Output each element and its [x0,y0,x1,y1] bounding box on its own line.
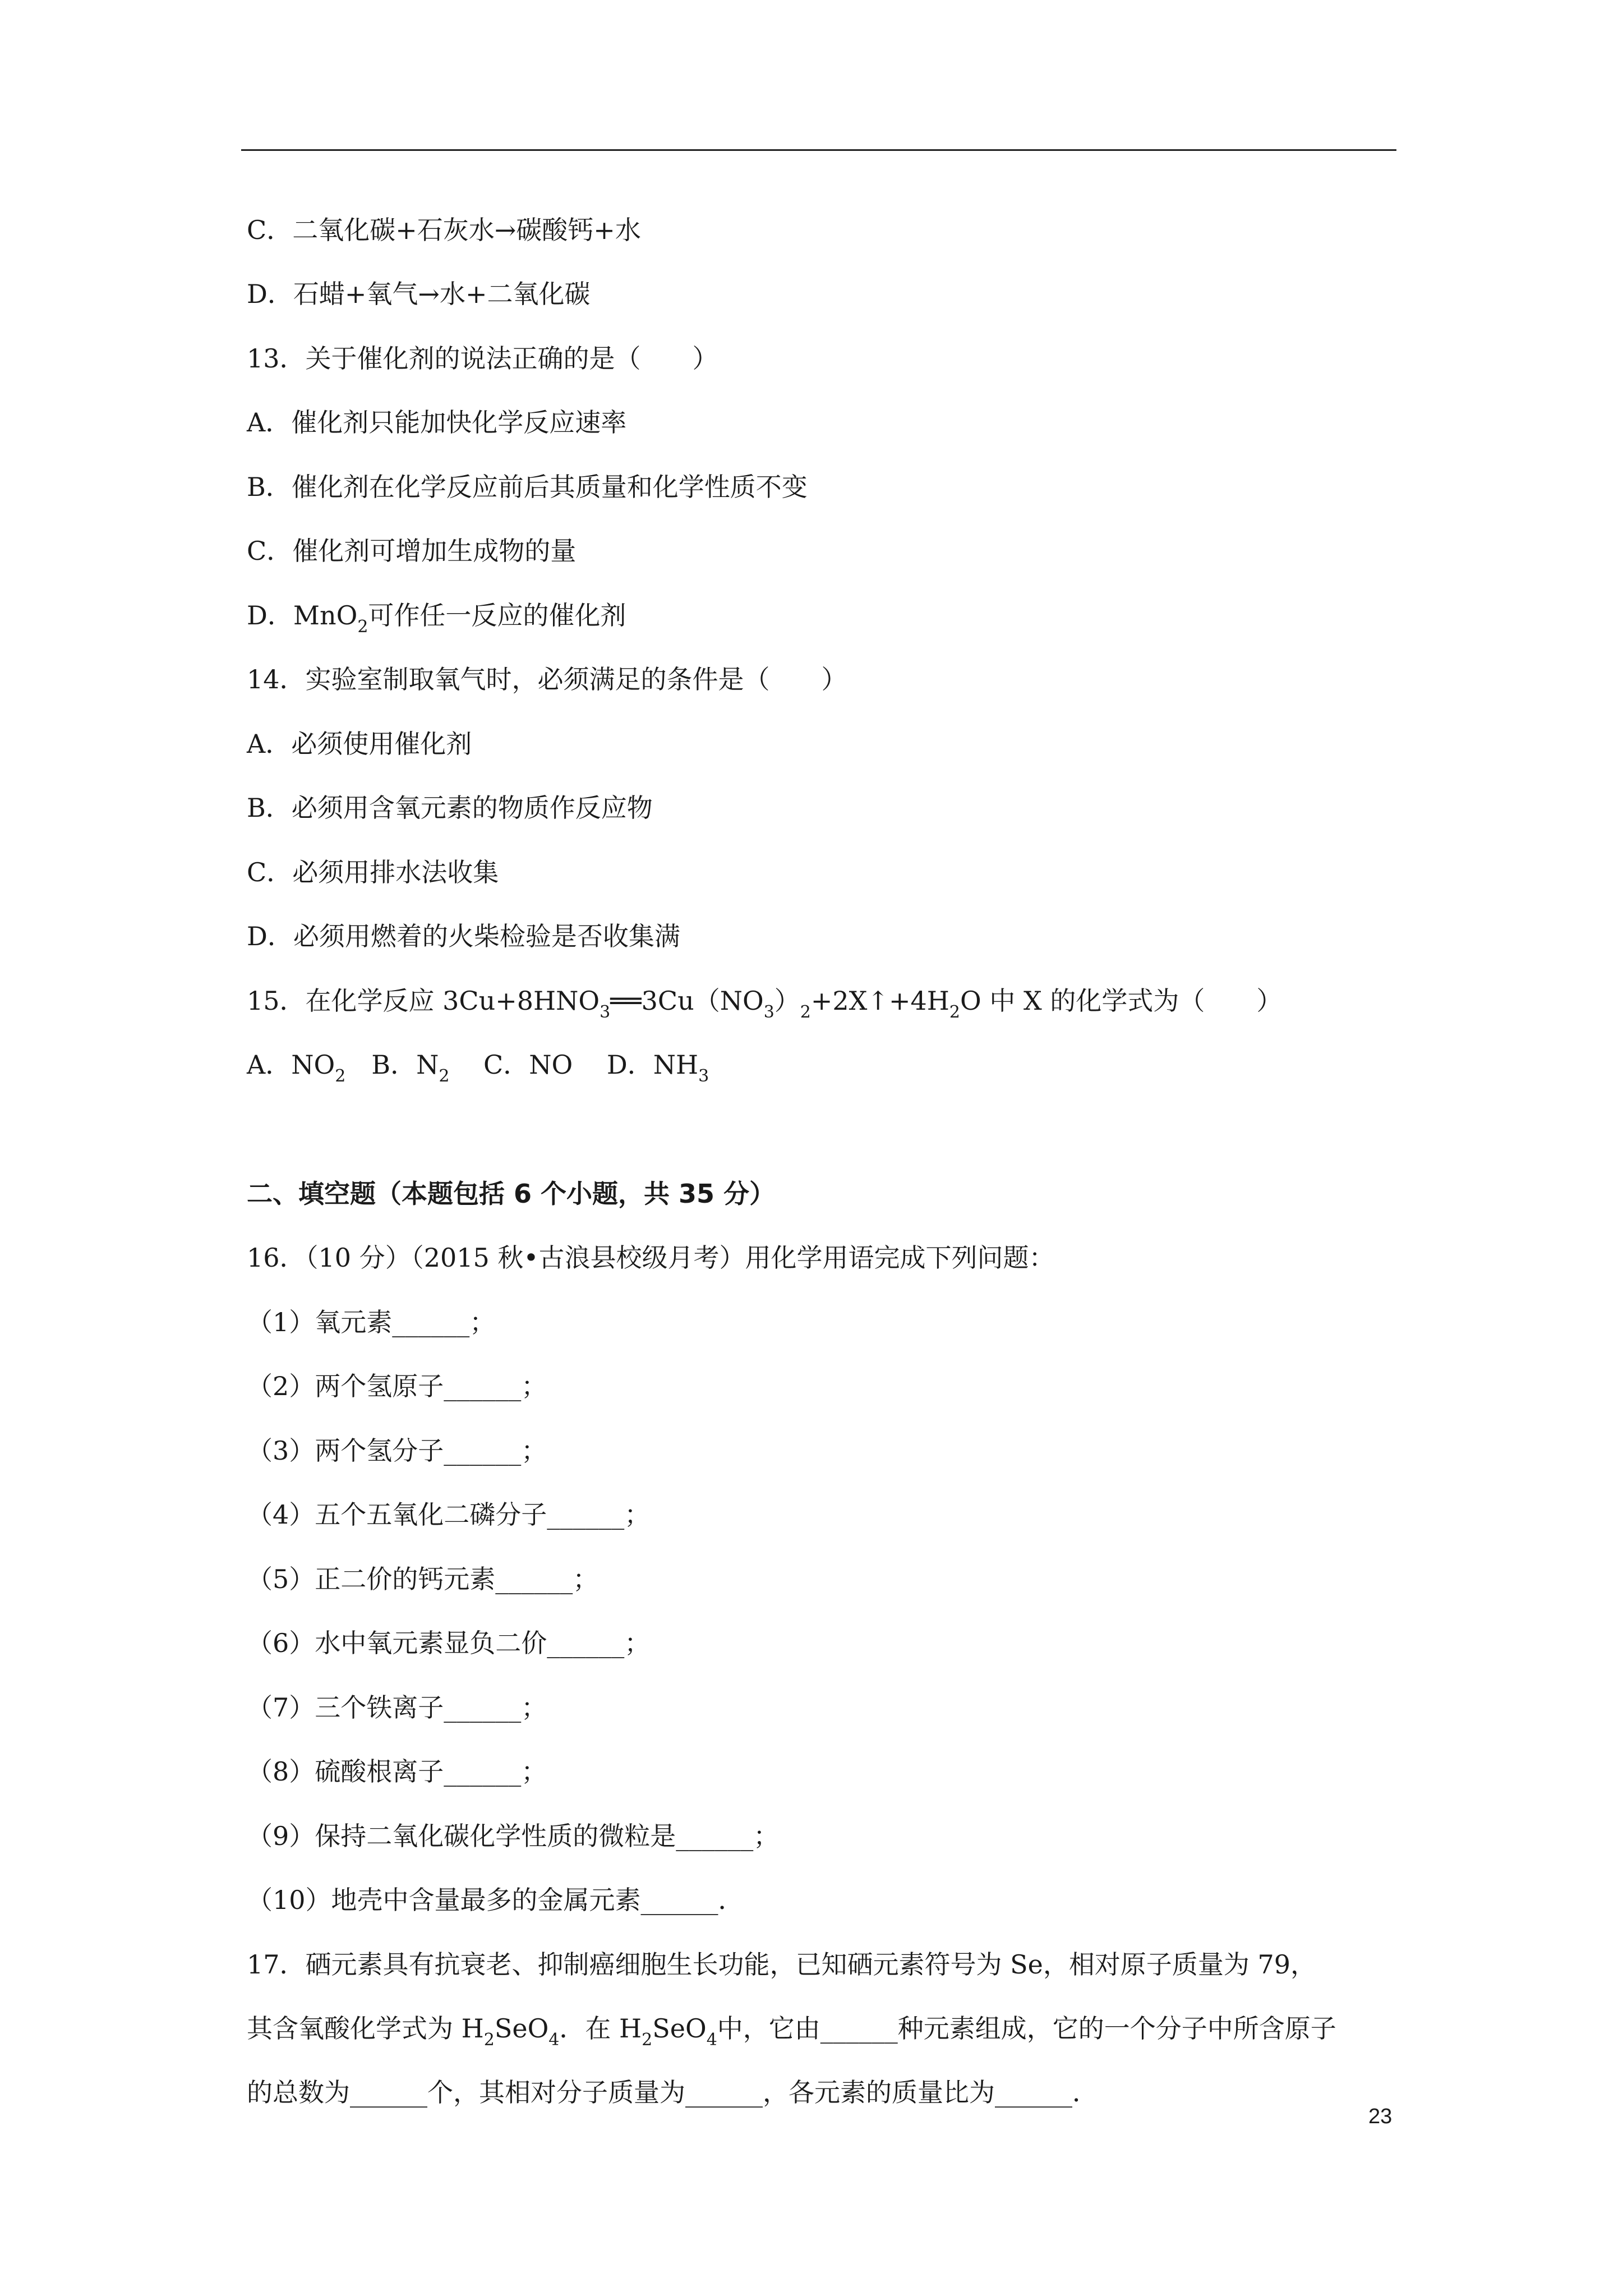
question-14-option-c: C．必须用排水法收集 [247,857,499,887]
q15-option-d-sub: 3 [698,1066,709,1086]
q15-sub-2: 3 [763,1002,774,1022]
question-13: 13．关于催化剂的说法正确的是（ ） [247,343,718,374]
question-16-item-2: （2）两个氢原子______； [247,1371,547,1401]
q15-option-cd: C．NO D．NH [449,1050,699,1080]
q15-text-2: ══3Cu（NO [610,986,764,1016]
q15-sub-1: 3 [600,1002,611,1022]
q17-text-1: 其含氧酸化学式为 H [247,2013,484,2044]
q13d-text: D．MnO [247,600,358,631]
question-16-item-3: （3）两个氢分子______； [247,1435,547,1466]
question-17-line-2 [247,2012,1336,2049]
question-16-item-1: （1）氧元素______； [247,1307,496,1337]
q17-sub-3: 2 [642,2030,653,2050]
question-16-item-10: （10）地壳中含量最多的金属元素______． [247,1885,744,1915]
question-13-option-b: B．催化剂在化学反应前后其质量和化学性质不变 [247,472,808,502]
q17-sub-4: 4 [706,2030,717,2050]
question-14-option-b: B．必须用含氧元素的物质作反应物 [247,793,653,823]
q17-text-4: SeO [652,2013,707,2044]
q15-option-a: A．NO [247,1050,335,1080]
header-rule [241,149,1396,151]
q15-option-a-sub: 2 [335,1066,346,1086]
q17-text-5: 中，它由______种元素组成，它的一个分子中所含原子 [717,2013,1336,2044]
q13d-text-post: 可作任一反应的催化剂 [368,600,626,631]
question-16-item-6: （6）水中氧元素显负二价______； [247,1628,651,1658]
section-2-heading: 二、填空题（本题包括 6 个小题，共 35 分） [247,1179,776,1209]
question-14-option-d: D．必须用燃着的火柴检验是否收集满 [247,921,680,951]
question-16-item-4: （4）五个五氧化二磷分子______； [247,1499,651,1530]
question-15 [247,984,1282,1022]
question-16-item-7: （7）三个铁离子______； [247,1692,547,1723]
q15-text-3: ） [774,986,800,1016]
q15-option-b: B．N [345,1050,439,1080]
q15-sub-3: 2 [800,1002,811,1022]
question-13-option-d [247,599,626,636]
question-17-line-3: 的总数为______个，其相对分子质量为______，各元素的质量比为______． [247,2077,1098,2108]
question-16-item-8: （8）硫酸根离子______； [247,1756,547,1787]
question-16-item-5: （5）正二价的钙元素______； [247,1564,599,1594]
question-16-item-9: （9）保持二氧化碳化学性质的微粒是______； [247,1821,780,1851]
question-16: 16．（10 分）（2015 秋•古浪县校级月考）用化学用语完成下列问题： [247,1243,1055,1273]
q17-text-3: ．在 H [559,2013,642,2044]
q15-text-1: 15．在化学反应 3Cu+8HNO [247,986,600,1016]
q17-text-2: SeO [494,2013,549,2044]
q15-option-b-sub: 2 [439,1066,450,1086]
option-c-line: C．二氧化碳+石灰水→碳酸钙+水 [247,215,641,245]
option-d-line: D．石蜡+氧气→水+二氧化碳 [247,279,591,309]
q17-sub-1: 2 [483,2030,495,2050]
question-14-option-a: A．必须使用催化剂 [247,729,472,759]
question-13-option-a: A．催化剂只能加快化学反应速率 [247,407,627,438]
q15-text-5: O 中 X 的化学式为（ ） [960,986,1283,1016]
question-17-line-1: 17．硒元素具有抗衰老、抑制癌细胞生长功能，已知硒元素符号为 Se，相对原子质量为 79， [247,1949,1317,1980]
q15-sub-4: 2 [949,1002,960,1022]
question-15-options [247,1048,709,1085]
page-number: 23 [1368,2105,1393,2128]
q13d-subscript: 2 [357,617,368,637]
question-14: 14．实验室制取氧气时，必须满足的条件是（ ） [247,664,847,694]
q15-text-4: +2X↑+4H [810,986,949,1016]
question-13-option-c: C．催化剂可增加生成物的量 [247,536,577,566]
q17-sub-2: 4 [548,2030,560,2050]
